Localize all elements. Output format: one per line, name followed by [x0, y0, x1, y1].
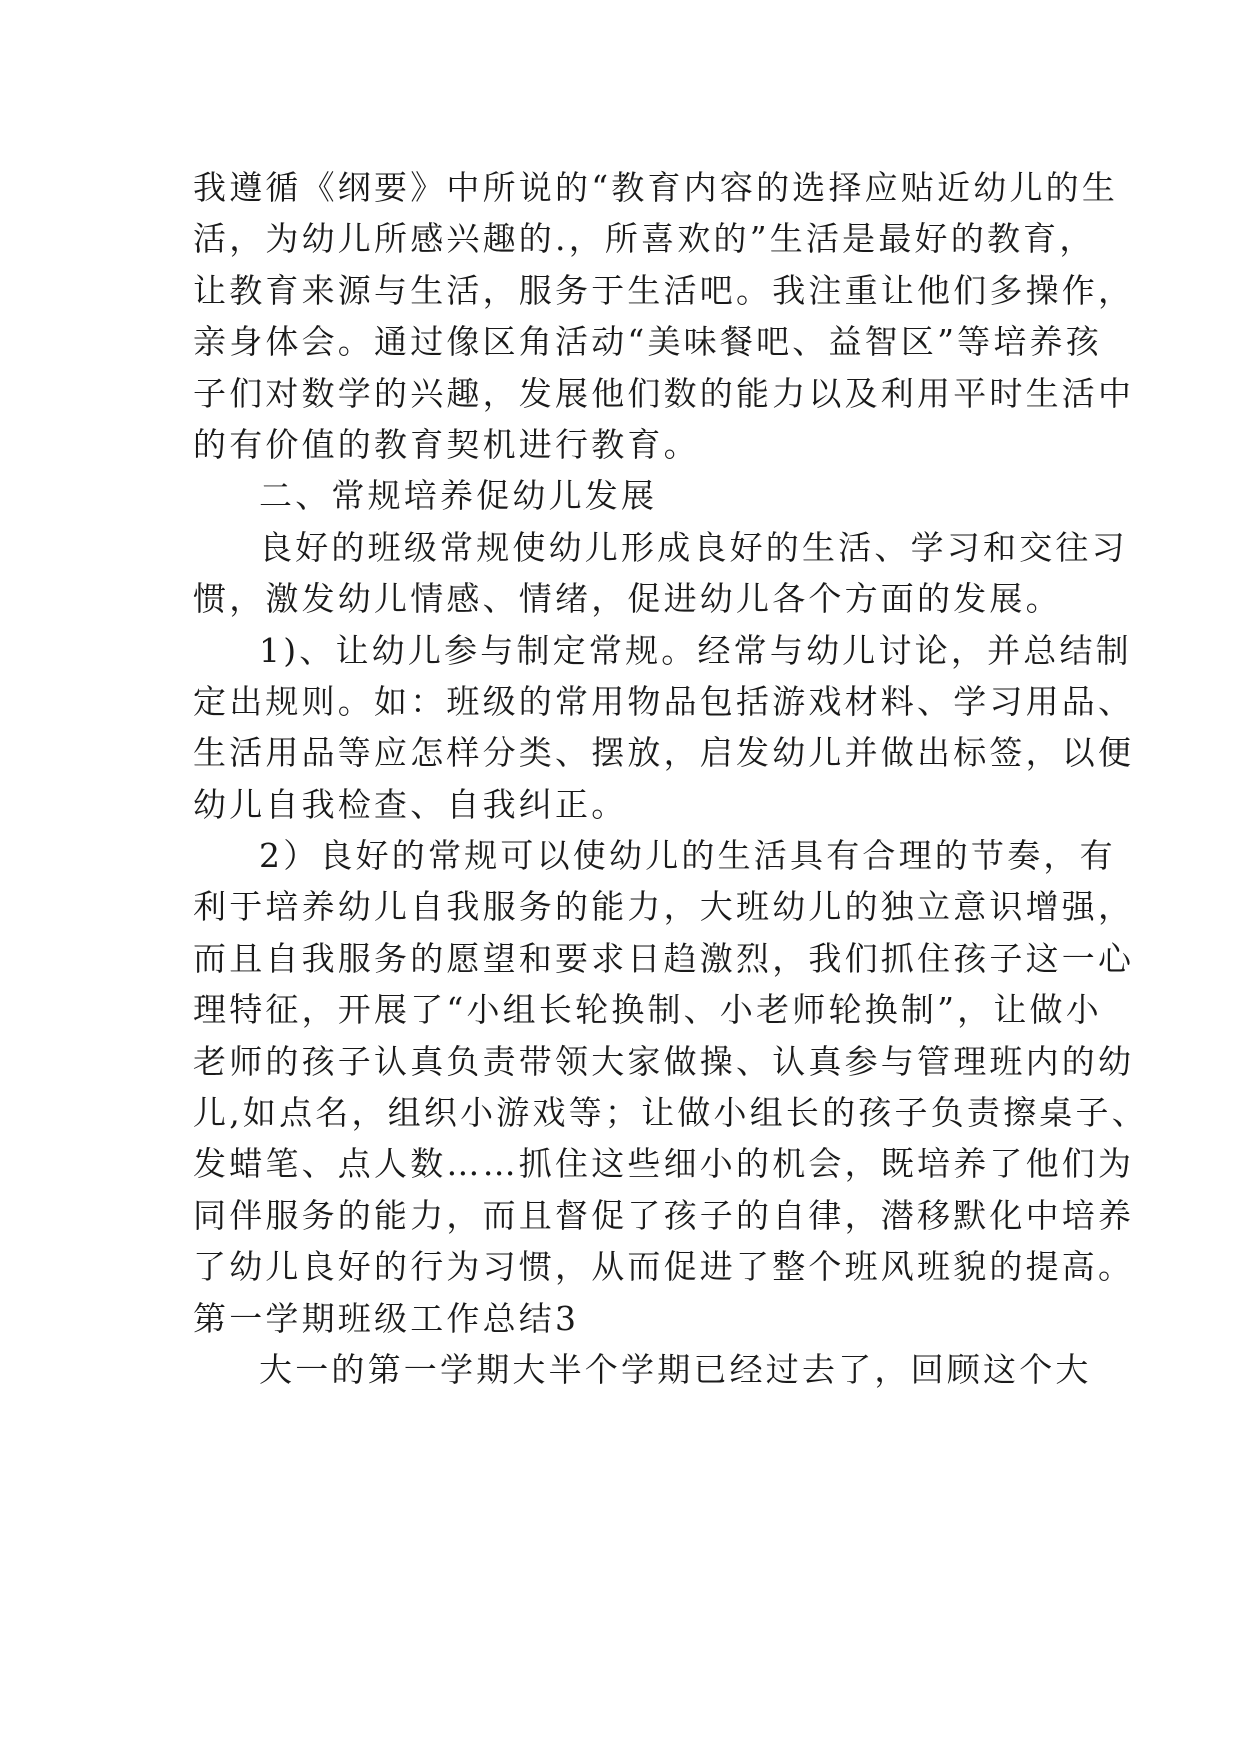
text-line: 利于培养幼儿自我服务的能力，大班幼儿的独立意识增强，	[193, 887, 1135, 927]
text-line: 而且自我服务的愿望和要求日趋激烈，我们抓住孩子这一心	[193, 938, 1135, 978]
text-line: 的有价值的教育契机进行教育。	[193, 424, 700, 464]
text-line: 2）良好的常规可以使幼儿的生活具有合理的节奏，有	[259, 836, 1116, 876]
text-line: 1)、让幼儿参与制定常规。经常与幼儿讨论，并总结制	[259, 630, 1132, 670]
text-line: 老师的孩子认真负责带领大家做操、认真参与管理班内的幼	[193, 1041, 1135, 1081]
text-line: 幼儿自我检查、自我纠正。	[193, 784, 628, 824]
text-line: 活，为幼儿所感兴趣的.，所喜欢的”生活是最好的教育，	[193, 219, 1096, 259]
text-line: 惯，激发幼儿情感、情绪，促进幼儿各个方面的发展。	[193, 579, 1062, 619]
text-line: 亲身体会。通过像区角活动“美味餐吧、益智区”等培养孩	[193, 322, 1102, 362]
text-line: 让教育来源与生活，服务于生活吧。我注重让他们多操作，	[193, 270, 1135, 310]
document-body	[193, 162, 1148, 1395]
text-line: 我遵循《纲要》中所说的“教育内容的选择应贴近幼儿的生	[193, 168, 1119, 207]
text-line: 理特征，开展了“小组长轮换制、小老师轮换制”，让做小	[193, 990, 1102, 1030]
text-line: 儿,如点名，组织小游戏等；让做小组长的孩子负责擦桌子、	[193, 1093, 1148, 1133]
text-line: 同伴服务的能力，而且督促了孩子的自律，潜移默化中培养	[193, 1195, 1135, 1235]
text-line: 良好的班级常规使幼儿形成良好的生活、学习和交往习	[259, 527, 1128, 567]
text-line: 子们对数学的兴趣，发展他们数的能力以及利用平时生活中	[193, 373, 1135, 413]
text-line: 了幼儿良好的行为习惯，从而促进了整个班风班貌的提高。	[193, 1247, 1135, 1287]
text-line: 发蜡笔、点人数……抓住这些细小的机会，既培养了他们为	[193, 1144, 1135, 1184]
text-line: 生活用品等应怎样分类、摆放，启发幼儿并做出标签，以便	[193, 733, 1135, 773]
text-line: 大一的第一学期大半个学期已经过去了，回顾这个大	[259, 1349, 1092, 1389]
text-line: 定出规则。如：班级的常用物品包括游戏材料、学习用品、	[193, 681, 1135, 721]
section-heading: 二、常规培养促幼儿发展	[259, 476, 658, 516]
document-title: 第一学期班级工作总结3	[193, 1298, 580, 1338]
